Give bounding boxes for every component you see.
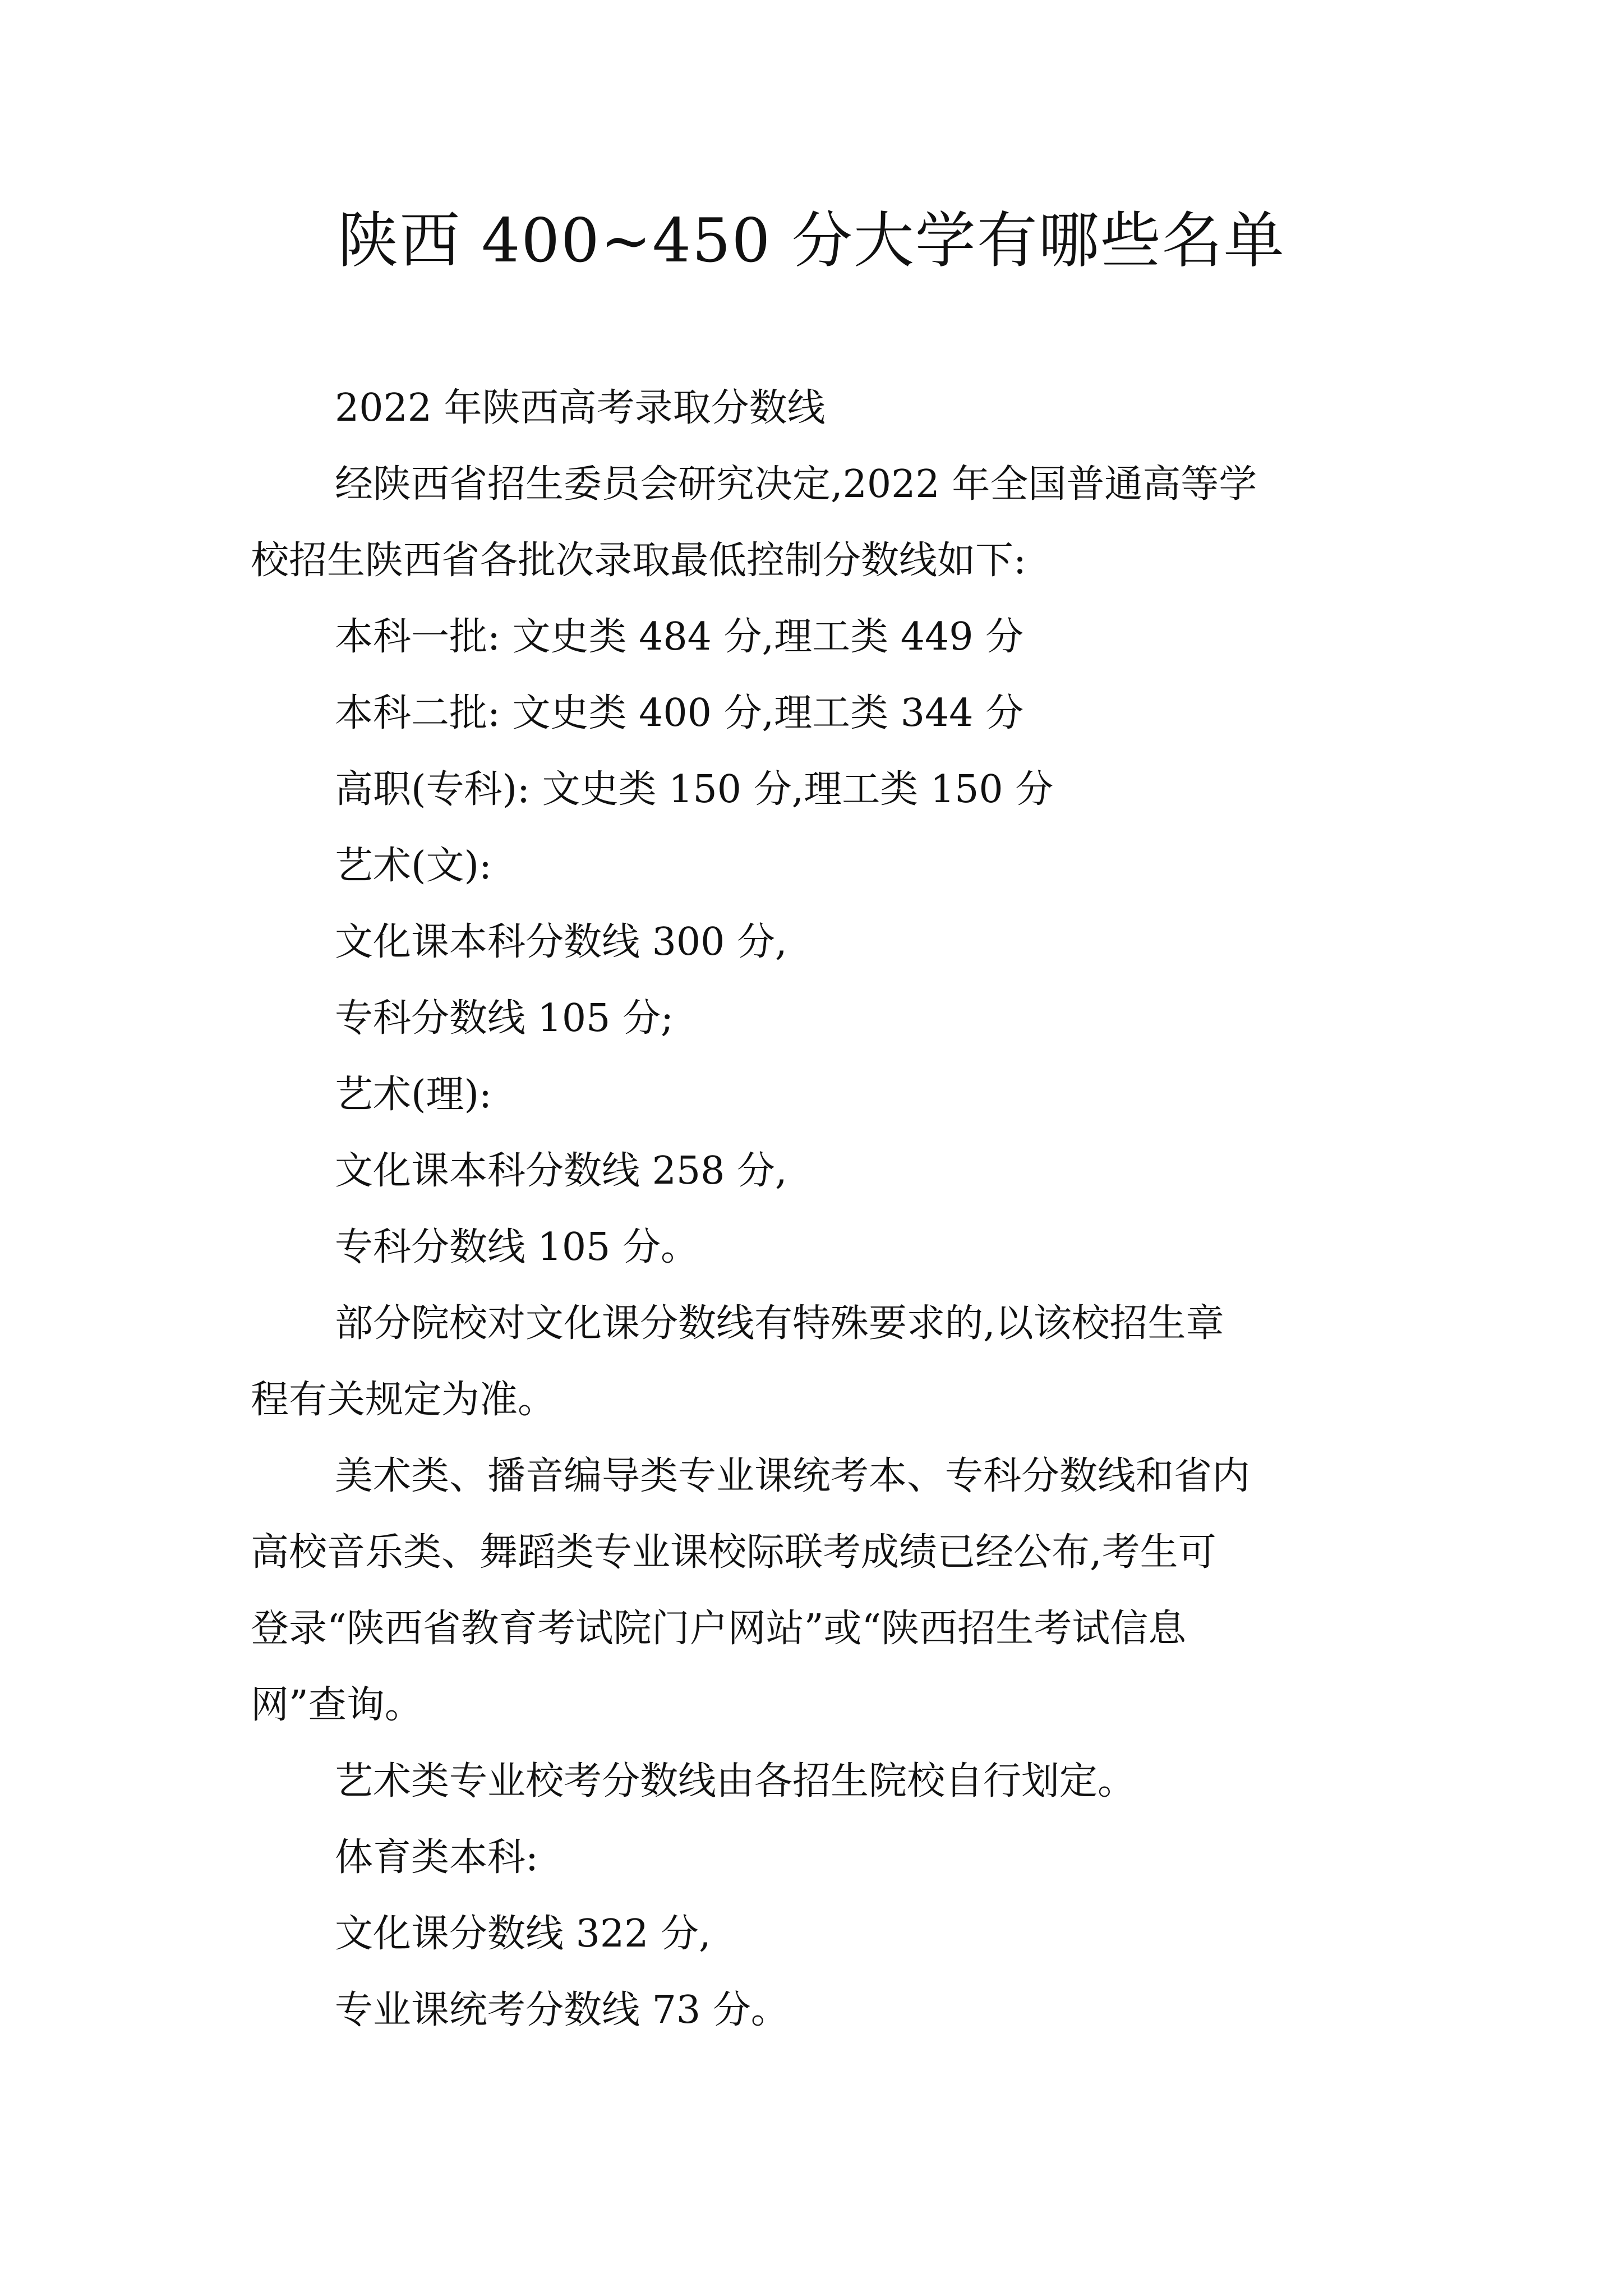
paragraph-line: 网”查询。 bbox=[251, 1683, 423, 1727]
paragraph-line: 美术类、播音编导类专业课统考本、专科分数线和省内 bbox=[335, 1454, 1251, 1498]
paragraph-line: 文化课本科分数线 258 分, bbox=[335, 1149, 787, 1193]
paragraph-line: 校招生陕西省各批次录取最低控制分数线如下: bbox=[251, 539, 1026, 583]
paragraph-line: 文化课分数线 322 分, bbox=[335, 1912, 711, 1956]
paragraph-line: 专科分数线 105 分。 bbox=[335, 1225, 699, 1269]
paragraph-line: 高校音乐类、舞蹈类专业课校际联考成绩已经公布,考生可 bbox=[251, 1530, 1216, 1575]
paragraph-line: 程有关规定为准。 bbox=[251, 1378, 556, 1422]
paragraph-line: 艺术(文): bbox=[335, 844, 492, 888]
paragraph-line: 艺术(理): bbox=[335, 1073, 492, 1117]
paragraph-line: 登录“陕西省教育考试院门户网站”或“陕西招生考试信息 bbox=[251, 1607, 1187, 1651]
paragraph-line: 高职(专科): 文史类 150 分,理工类 150 分 bbox=[335, 767, 1054, 812]
paragraph-line: 部分院校对文化课分数线有特殊要求的,以该校招生章 bbox=[335, 1301, 1224, 1346]
paragraph-line: 2022 年陕西高考录取分数线 bbox=[335, 386, 826, 430]
paragraph-line: 专业课统考分数线 73 分。 bbox=[335, 1988, 789, 2032]
paragraph-line: 经陕西省招生委员会研究决定,2022 年全国普通高等学 bbox=[335, 462, 1257, 507]
paragraph-line: 体育类本科: bbox=[335, 1835, 538, 1880]
paragraph-line: 文化课本科分数线 300 分, bbox=[335, 920, 787, 964]
paragraph-line: 艺术类专业校考分数线由各招生院校自行划定。 bbox=[335, 1759, 1136, 1803]
document-title: 陕西 400~450 分大学有哪些名单 bbox=[338, 206, 1285, 276]
document-body bbox=[251, 370, 1395, 2049]
paragraph-line: 专科分数线 105 分; bbox=[335, 996, 674, 1041]
paragraph-line: 本科二批: 文史类 400 分,理工类 344 分 bbox=[335, 691, 1024, 735]
paragraph-line: 本科一批: 文史类 484 分,理工类 449 分 bbox=[335, 615, 1024, 659]
